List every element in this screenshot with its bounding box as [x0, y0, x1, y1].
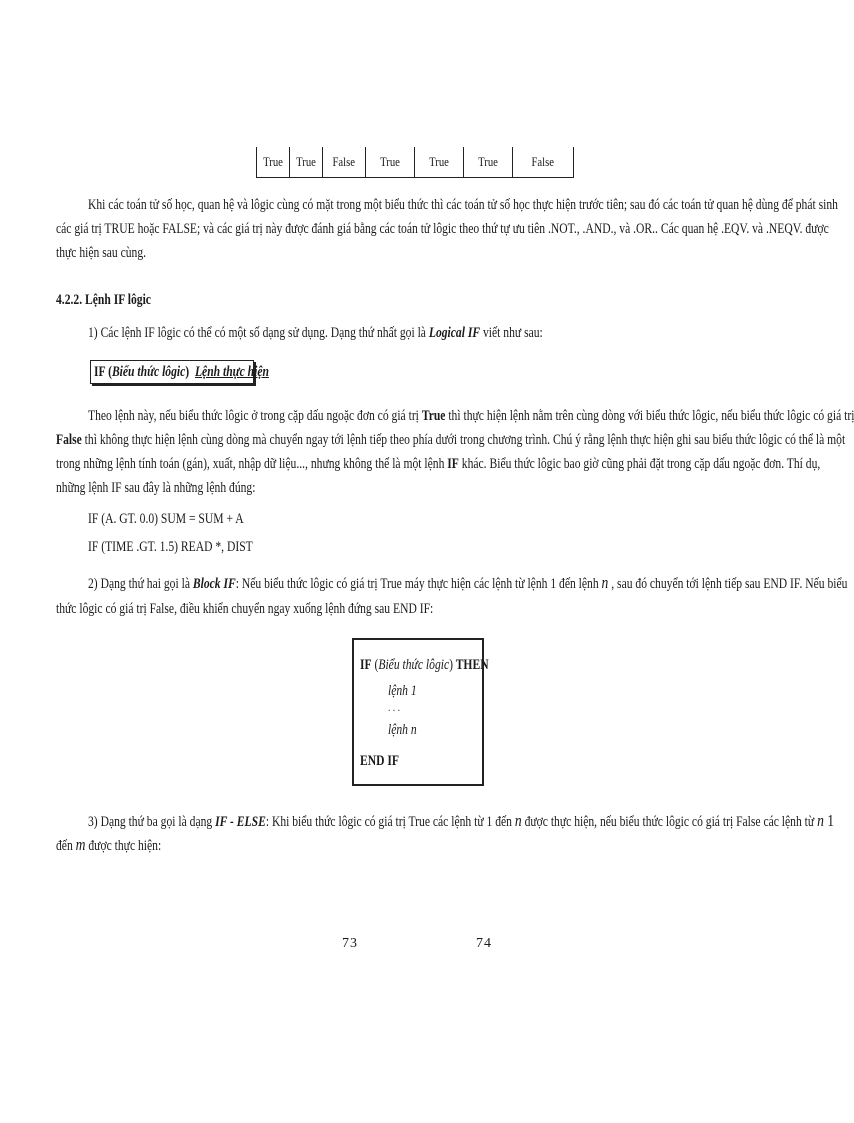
paragraph-line: thức lôgic có giá trị False, điều khiển chuyển ngay xuống lệnh đứng sau END IF:	[56, 601, 434, 617]
text-run: được thực hiện:	[85, 838, 162, 854]
variable-n: n	[514, 811, 522, 830]
paragraph-line: những lệnh IF sau đây là những lệnh đúng:	[56, 480, 256, 496]
paragraph-line	[56, 428, 845, 452]
paragraph-line	[56, 452, 820, 476]
text-run: khác. Biểu thức lôgic bao giờ cũng phải đặt trong cặp dấu ngoặc đơn. Thí dụ,	[458, 456, 821, 472]
if-keyword: IF	[360, 657, 372, 673]
text-run: 2) Dạng thứ hai gọi là	[88, 576, 193, 592]
page-number-left: 73	[342, 936, 358, 951]
end-if-keyword: END IF	[360, 753, 399, 769]
text-run: thì không thực hiện lệnh cùng dòng mà chuyển ngay tới lệnh tiếp theo phía dưới trong chương trình. Chú ý rằng lệnh thực hiện ghi sau biểu thức lôgic có thể là một	[81, 432, 846, 448]
logical-expression: Biểu thức lôgic	[111, 364, 186, 380]
paragraph-line	[56, 833, 161, 858]
truth-table-row	[257, 147, 574, 178]
variable-n: n	[817, 811, 824, 830]
table-cell: False	[513, 147, 574, 178]
code-example: IF (TIME .GT. 1.5) READ *, DIST	[88, 539, 253, 555]
text-run: đến	[56, 838, 76, 854]
paren-open: (	[371, 657, 379, 673]
logical-expression: Biểu thức lôgic	[378, 657, 450, 673]
text-run: trong những lệnh tính toán (gán), xuất, nhập dữ liệu..., nhưng không thể là một lệnh	[56, 456, 448, 472]
paragraph-line	[88, 404, 854, 428]
if-keyword: IF	[94, 364, 106, 380]
paragraph-line: Khi các toán tử số học, quan hệ và lôgic cùng có mặt trong một biểu thức thì các toán tử số học thực hiện trước tiên; sau đó các toán tử quan hệ dùng để phát sinh	[88, 197, 838, 213]
text-run: , sau đó chuyển tới lệnh tiếp sau END IF. Nếu biểu	[608, 576, 848, 592]
logical-if-syntax	[94, 360, 269, 384]
block-statement-1: lệnh 1	[388, 683, 417, 699]
paragraph-line	[88, 571, 847, 596]
keyword-true: True	[421, 408, 446, 424]
text-run: Theo lệnh này, nếu biểu thức lôgic ở trong cặp dấu ngoặc đơn có giá trị	[88, 408, 422, 424]
paren-close: )	[449, 657, 453, 673]
table-cell: True	[257, 147, 290, 178]
statement: Lệnh thực hiện	[194, 364, 269, 380]
term-logical-if: Logical IF	[428, 325, 481, 341]
paragraph-line: các giá trị TRUE hoặc FALSE; và các giá trị này được đánh giá bằng các toán tử lôgic theo thứ tự ưu tiên .NOT., .AND., và .OR.. Các quan hệ .EQV. và .NEQV. được	[56, 221, 829, 237]
text-run: : Khi biểu thức lôgic có giá trị True các lệnh từ 1 đến	[265, 814, 515, 830]
truth-table	[256, 147, 574, 178]
term-block-if: Block IF	[192, 576, 236, 592]
paren-open: (	[105, 364, 112, 380]
term-if-else: IF - ELSE	[215, 814, 266, 830]
paragraph-line: thực hiện sau cùng.	[56, 245, 147, 261]
table-cell: True	[290, 147, 323, 178]
text-run: : Nếu biểu thức lôgic có giá trị True máy thực hiện các lệnh từ lệnh 1 đến lệnh	[235, 576, 602, 592]
table-cell: True	[415, 147, 464, 178]
keyword-if: IF	[447, 456, 459, 472]
code-example: IF (A. GT. 0.0) SUM = SUM + A	[88, 511, 244, 527]
block-statement-n: lệnh n	[388, 722, 417, 738]
text-run: được thực hiện, nếu biểu thức lôgic có giá trị False các lệnh từ	[521, 814, 818, 830]
table-cell: True	[464, 147, 513, 178]
text-run: viết như sau:	[480, 325, 543, 341]
text-run: 1) Các lệnh IF lôgic có thể có một số dạng sử dụng. Dạng thứ nhất gọi là	[88, 325, 429, 341]
text-run: thì thực hiện lệnh nằm trên cùng dòng với biểu thức lôgic, nếu biểu thức lôgic có giá trị	[445, 408, 854, 424]
paren-close: )	[185, 364, 190, 380]
section-heading: 4.2.2. Lệnh IF lôgic	[56, 292, 151, 308]
variable-n: n	[601, 573, 609, 592]
variable-m: m	[75, 835, 86, 854]
then-keyword: THEN	[453, 657, 489, 673]
keyword-false: False	[56, 432, 82, 448]
table-cell: False	[323, 147, 366, 178]
block-ellipsis: . . .	[388, 700, 400, 714]
page-number-right: 74	[476, 936, 492, 951]
paragraph-line	[88, 809, 834, 834]
paragraph-line	[88, 321, 543, 345]
block-if-header	[360, 653, 489, 677]
table-cell: True	[366, 147, 415, 178]
text-run: 3) Dạng thứ ba gọi là dạng	[88, 814, 216, 830]
text-run: 1	[823, 811, 835, 830]
